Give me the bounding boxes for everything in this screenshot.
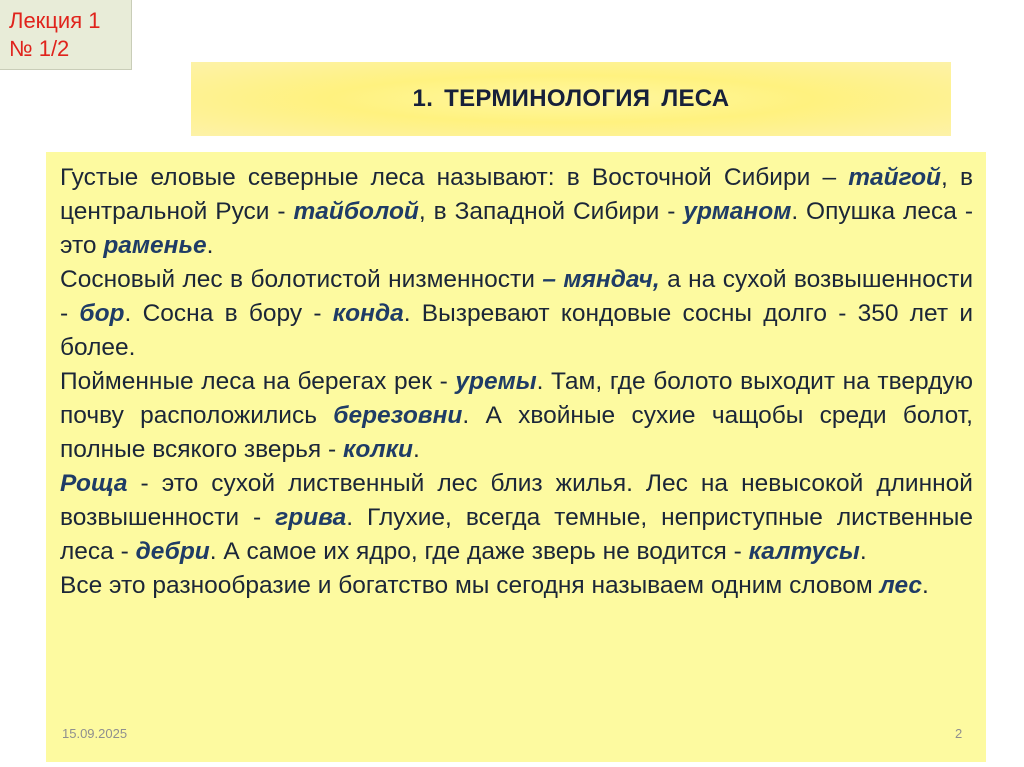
term-uremy: уремы xyxy=(455,368,537,395)
term-taiga: тайгой xyxy=(848,164,942,191)
term-roscha: Роща xyxy=(60,470,128,497)
text-span: Сосновый лес в болотистой низменности xyxy=(60,266,543,293)
text-span: а на сухой возвышенности - xyxy=(60,266,973,327)
paragraph-floodplain-forests xyxy=(60,365,973,467)
paragraph-pine-forests xyxy=(60,263,973,365)
term-myandach: – мяндач, xyxy=(542,266,660,293)
text-span: . xyxy=(859,538,867,565)
text-span: Густые еловые северные леса называют: в Восточной Сибири – xyxy=(60,164,849,191)
text-span: . А самое их ядро, где даже зверь не водится - xyxy=(209,538,749,565)
text-span: . Опушка леса - это xyxy=(60,198,973,259)
lecture-part: № 1/2 xyxy=(9,36,70,61)
paragraph-conclusion xyxy=(60,569,973,603)
text-span: . Вызревают кондовые сосны долго - 350 лет и более. xyxy=(60,300,974,361)
term-debri: дебри xyxy=(135,538,210,565)
term-bor: бор xyxy=(79,300,125,327)
term-konda: конда xyxy=(332,300,404,327)
term-kaltusy: калтусы xyxy=(748,538,860,565)
text-span: . Там, где болото выходит на твердую почву расположились xyxy=(60,368,973,429)
term-ramenye: раменье xyxy=(103,232,207,259)
content-box xyxy=(46,152,986,762)
text-span: Все это разнообразие и богатство мы сегодня называем одним словом xyxy=(60,572,880,599)
paragraph-deciduous-forests xyxy=(60,467,973,569)
term-kolki: колки xyxy=(342,436,413,463)
footer-date: 15.09.2025 xyxy=(62,726,128,741)
term-berezovni: березовни xyxy=(333,402,463,429)
lecture-number: Лекция 1 xyxy=(9,8,101,33)
text-span: . xyxy=(922,572,929,599)
lecture-badge xyxy=(0,0,132,70)
text-span: . А хвойные сухие чащобы среди болот, полные всякого зверья - xyxy=(60,402,973,463)
paragraph-spruce-forests xyxy=(60,161,973,263)
slide-title-bar xyxy=(191,62,951,136)
slide-number: 2 xyxy=(955,726,963,741)
text-span: . Сосна в бору - xyxy=(124,300,333,327)
slide-title: 1. ТЕРМИНОЛОГИЯ ЛЕСА xyxy=(412,85,730,112)
text-span: - это сухой лиственный лес близ жилья. Лес на невысокой длинной возвышенности - xyxy=(60,470,973,531)
text-span: . xyxy=(412,436,420,463)
term-les: лес xyxy=(879,572,923,599)
term-taibola: тайболой xyxy=(293,198,419,225)
text-span: . xyxy=(206,232,214,259)
text-span: . Глухие, всегда темные, неприступные лиственные леса - xyxy=(60,504,973,565)
text-span: , в Западной Сибири - xyxy=(418,198,684,225)
text-span: , в центральной Руси - xyxy=(60,164,973,225)
term-urman: урманом xyxy=(683,198,792,225)
text-span: Пойменные леса на берегах рек - xyxy=(60,368,456,395)
term-griva: грива xyxy=(275,504,347,531)
